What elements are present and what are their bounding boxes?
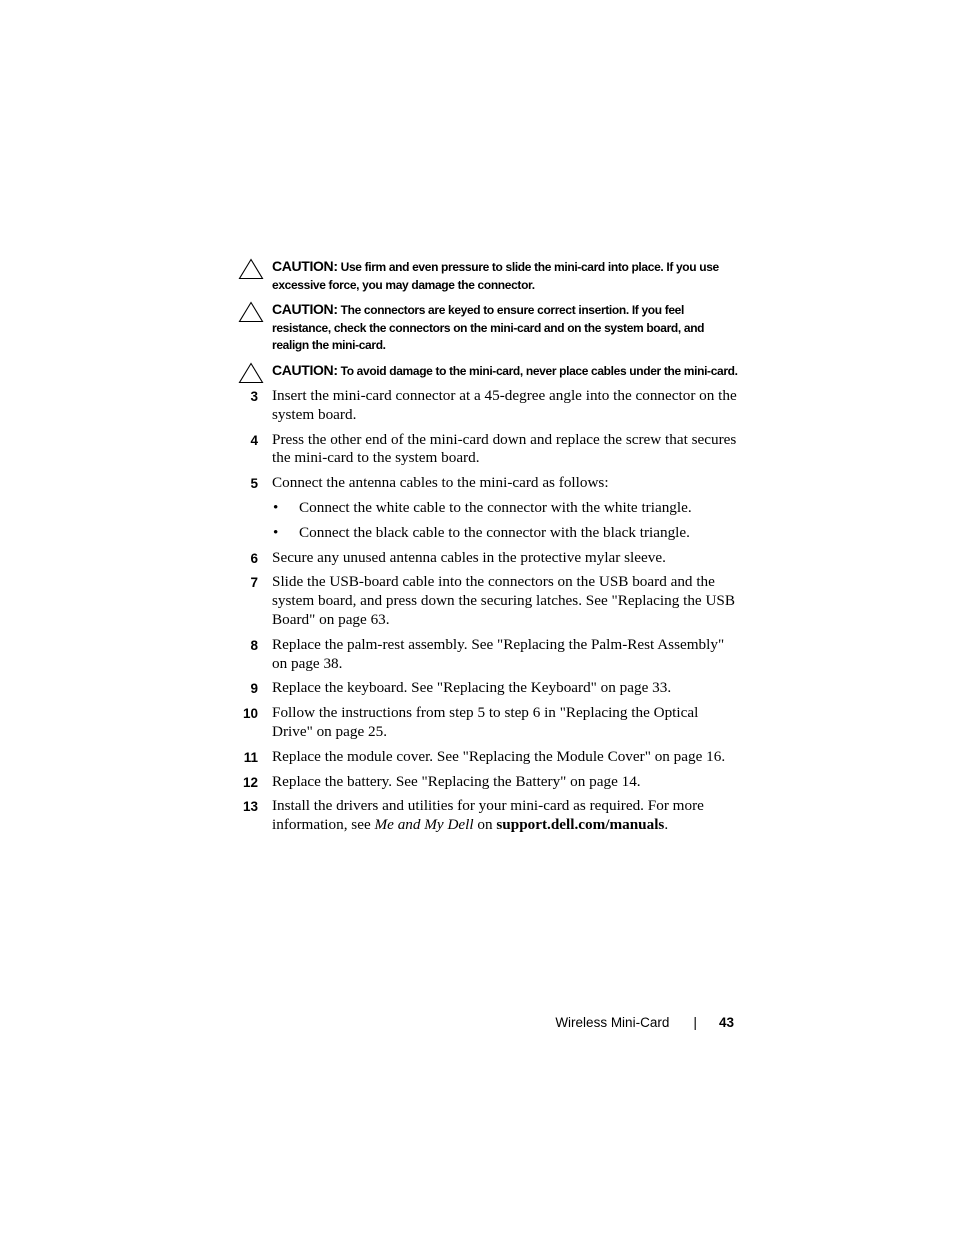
step-text-part: on xyxy=(473,816,497,834)
step-number: 9 xyxy=(250,681,258,697)
book-title: Me and My Dell xyxy=(374,816,474,834)
caution-text: Use firm and even pressure to slide the mini-card into place. If you use excessive force, you may damage the connector. xyxy=(272,260,719,292)
step-number: 12 xyxy=(242,774,258,790)
caution-text: To avoid damage to the mini-card, never place cables under the mini-card. xyxy=(337,363,738,378)
step-text: Secure any unused antenna cables in the protective mylar sleeve. xyxy=(272,548,666,566)
caution-triangle-icon xyxy=(238,362,264,384)
step-13 xyxy=(238,797,738,835)
step-number: 13 xyxy=(242,799,258,815)
step-text: Replace the palm-rest assembly. See "Replacing the Palm-Rest Assembly" on page 38. xyxy=(272,635,725,672)
step-5 xyxy=(238,474,738,493)
step-number: 5 xyxy=(250,476,258,492)
caution-text: The connectors are keyed to ensure correct insertion. If you feel resistance, check the connectors on the mini-card and on the system board, and realign the mini-card. xyxy=(272,303,705,352)
bullet-text: Connect the white cable to the connector with the white triangle. xyxy=(299,498,692,516)
support-url: support.dell.com/manuals xyxy=(496,816,665,834)
caution-note-2 xyxy=(238,301,738,355)
step-text xyxy=(272,797,704,833)
step-text-part: . xyxy=(664,816,669,834)
step-text: Connect the antenna cables to the mini-card as follows: xyxy=(272,474,609,492)
step-9 xyxy=(238,679,738,698)
bullet-symbol: • xyxy=(273,498,279,516)
step-text: Replace the keyboard. See "Replacing the Keyboard" on page 33. xyxy=(272,679,672,697)
step-10 xyxy=(238,704,738,742)
step-number: 3 xyxy=(250,389,258,404)
step-text-part: Install the drivers and utilities for your mini-card as required. For more information, see xyxy=(272,797,704,834)
bullet-text: Connect the black cable to the connector with the black triangle. xyxy=(299,523,690,541)
step-text: Follow the instructions from step 5 to step 6 in "Replacing the Optical Drive" on page 25. xyxy=(272,704,699,740)
steps-list xyxy=(238,387,738,835)
step-3 xyxy=(238,387,738,425)
list-item xyxy=(238,524,738,543)
footer-section-title: Wireless Mini-Card xyxy=(555,1014,670,1030)
caution-triangle-icon xyxy=(238,301,264,323)
step-7 xyxy=(238,573,738,629)
caution-note-3 xyxy=(238,362,738,381)
caution-label: CAUTION: xyxy=(272,301,338,317)
step-number: 8 xyxy=(250,637,258,653)
step-text: Press the other end of the mini-card down and replace the screw that secures the mini-card to the system board. xyxy=(272,430,737,467)
list-item xyxy=(238,499,738,518)
step-number: 11 xyxy=(243,749,258,765)
bullet-symbol: • xyxy=(273,523,279,541)
footer-separator: | xyxy=(693,1014,697,1030)
step-4 xyxy=(238,431,738,469)
step-number: 6 xyxy=(250,550,258,566)
page-number: 43 xyxy=(718,1014,734,1030)
main-content xyxy=(238,258,738,841)
step-number: 10 xyxy=(242,706,258,722)
step-12 xyxy=(238,773,738,792)
step-6 xyxy=(238,549,738,568)
step-8 xyxy=(238,636,738,674)
step-number: 7 xyxy=(250,575,258,591)
page-footer xyxy=(555,1014,734,1030)
caution-label: CAUTION: xyxy=(272,361,338,378)
caution-label: CAUTION: xyxy=(272,258,338,274)
step-text: Replace the battery. See "Replacing the Battery" on page 14. xyxy=(272,772,641,790)
step-number: 4 xyxy=(250,432,258,448)
step-11 xyxy=(238,748,738,767)
caution-triangle-icon xyxy=(238,258,264,280)
step-text: Insert the mini-card connector at a 45-degree angle into the connector on the system board. xyxy=(272,387,737,423)
step-text: Replace the module cover. See "Replacing the Module Cover" on page 16. xyxy=(272,747,726,765)
antenna-bullet-list xyxy=(238,499,738,543)
caution-note-1 xyxy=(238,258,738,294)
step-text: Slide the USB-board cable into the connectors on the USB board and the system board, and press down the securing latches. See "Replacing the USB Board" on page 63. xyxy=(272,573,735,628)
